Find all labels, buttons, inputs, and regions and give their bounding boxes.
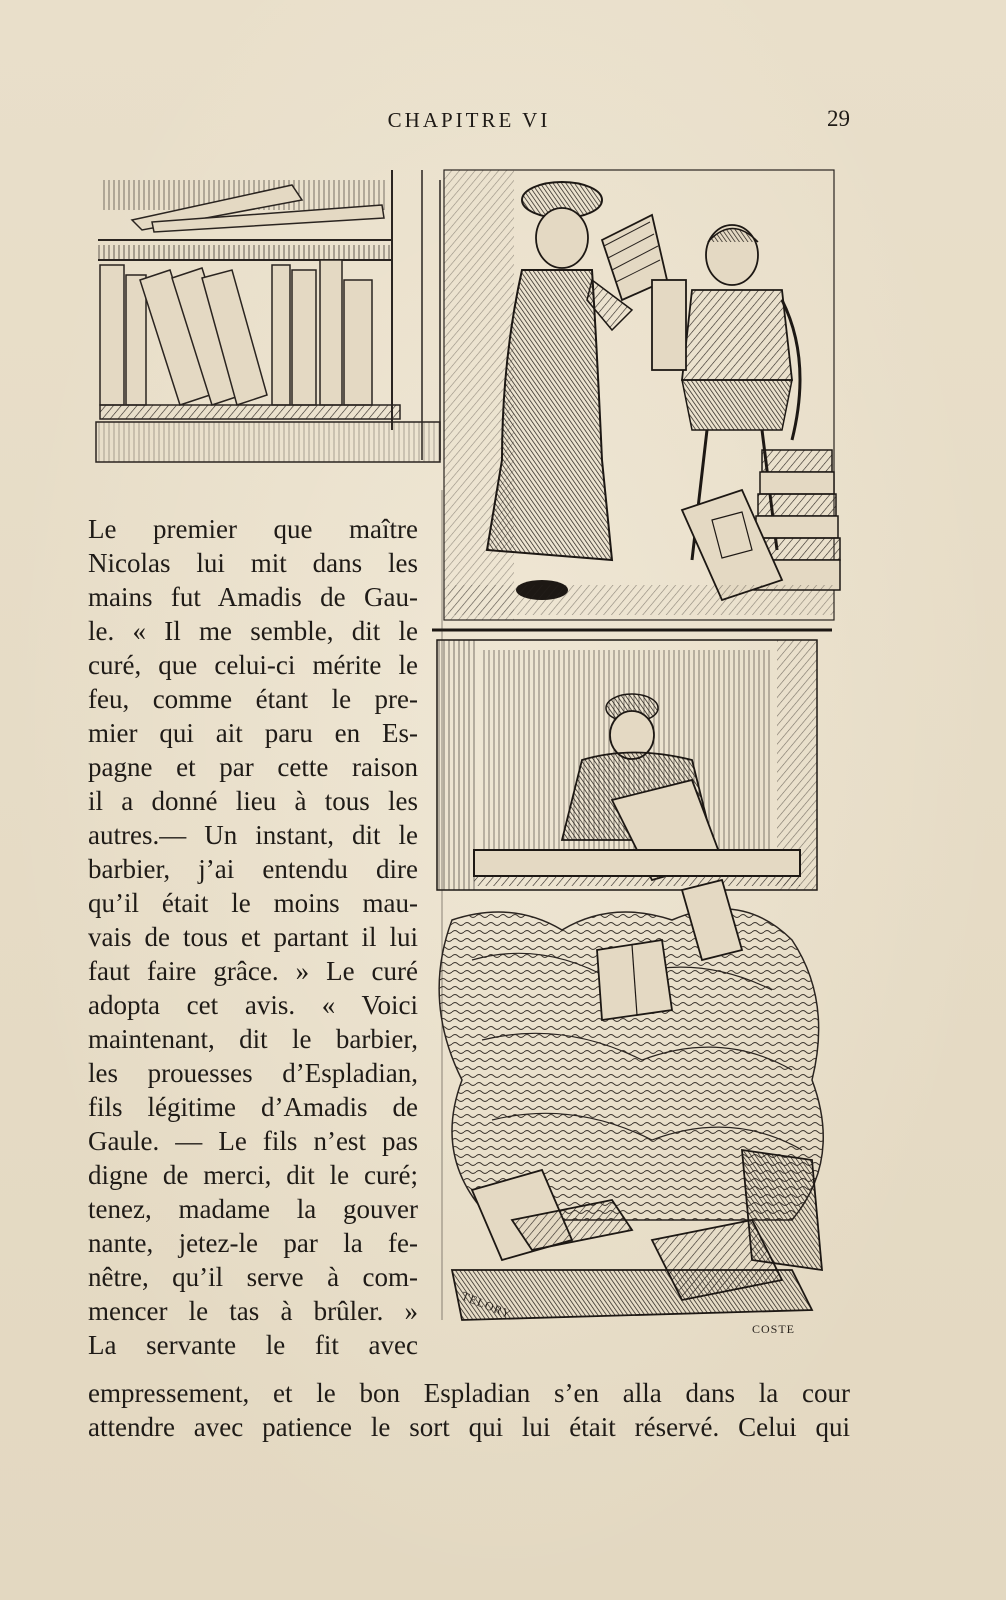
text-line: tenez, madame la gouver — [88, 1194, 418, 1224]
text-line: les prouesses d’Espladian, — [88, 1058, 418, 1088]
bookshelf-scene — [96, 170, 440, 462]
text-line: il a donné lieu à tous les — [88, 786, 418, 816]
engraver-signature-left: TELORY — [459, 1288, 514, 1322]
text-line: Le premier que maître — [88, 514, 418, 544]
chapter-title: CHAPITRE VI — [387, 108, 551, 132]
text-line: adopta cet avis. « Voici — [88, 990, 418, 1020]
text-line: qu’il était le moins mau- — [88, 888, 418, 918]
text-column — [88, 512, 418, 1362]
text-line: nante, jetez-le par la fe- — [88, 1228, 418, 1258]
text-line: pagne et par cette raison — [88, 752, 418, 782]
text-line: mencer le tas à brûler. » — [88, 1296, 418, 1326]
page-number: 29 — [827, 106, 850, 131]
text-line: curé, que celui-ci mérite le — [88, 650, 418, 680]
text-line: empressement, et le bon Espladian s’en alla dans la cour — [88, 1378, 850, 1408]
book-pyre-scene — [439, 880, 823, 1320]
text-line: vais de tous et partant il lui — [88, 922, 418, 952]
text-line: nêtre, qu’il serve à com- — [88, 1262, 418, 1292]
text-line: autres.— Un instant, dit le — [88, 820, 418, 850]
text-line: faut faire grâce. » Le curé — [88, 956, 418, 986]
engraver-signature-right: COSTE — [752, 1322, 796, 1336]
text-line: feu, comme étant le pre- — [88, 684, 418, 714]
running-head — [88, 106, 850, 136]
text-line: barbier, j’ai entendu dire — [88, 854, 418, 884]
servant-window-scene — [432, 630, 832, 890]
text-line: attendre avec patience le sort qui lui était réservé. Celui qui — [88, 1412, 850, 1442]
text-line: digne de merci, dit le curé; — [88, 1160, 418, 1190]
full-width-text — [88, 1376, 850, 1444]
cure-and-barber-scene — [444, 170, 840, 620]
text-line: mains fut Amadis de Gau- — [88, 582, 418, 612]
text-line: Gaule. — Le fils n’est pas — [88, 1126, 418, 1156]
text-line: maintenant, dit le barbier, — [88, 1024, 418, 1054]
text-line: le. « Il me semble, dit le — [88, 616, 418, 646]
text-line: mier qui ait paru en Es- — [88, 718, 418, 748]
text-line: Nicolas lui mit dans les — [88, 548, 418, 578]
text-line: La servante le fit avec — [88, 1330, 418, 1360]
text-line: fils légitime d’Amadis de — [88, 1092, 418, 1122]
